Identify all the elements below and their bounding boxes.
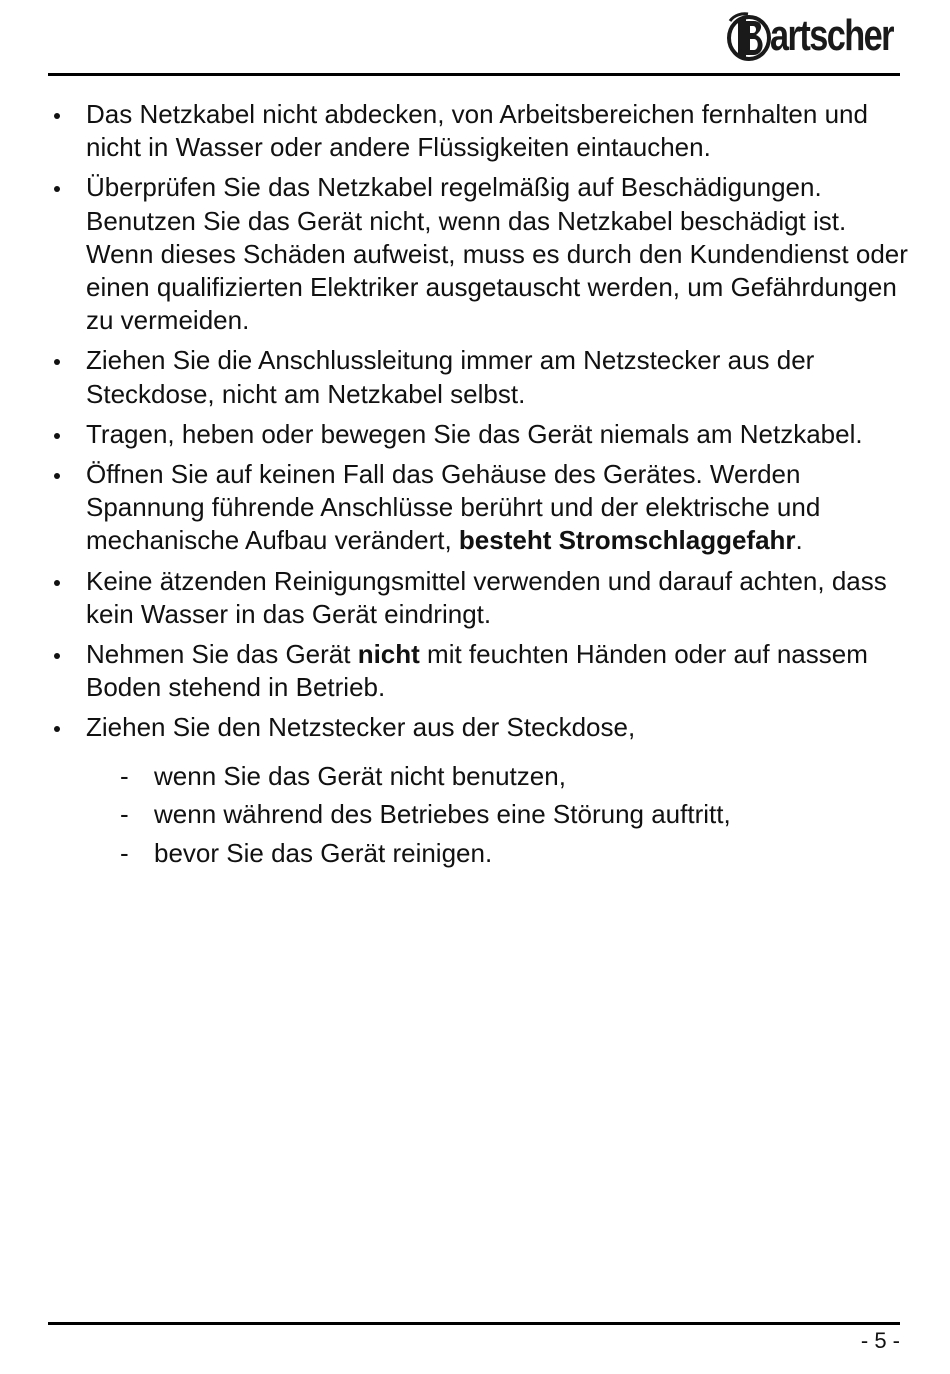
sub-list-item-text: wenn Sie das Gerät nicht benutzen, <box>154 760 566 791</box>
sub-list-item <box>48 834 908 873</box>
warning-emphasis: besteht Stromschlaggefahr <box>458 525 796 556</box>
bullet-icon <box>54 580 60 586</box>
sub-list-item <box>48 795 908 834</box>
list-item <box>48 98 908 164</box>
page-header <box>48 0 900 78</box>
list-item <box>48 638 908 704</box>
brand-logo <box>726 6 894 66</box>
list-item-text: Überprüfen Sie das Netzkabel regelmäßig auf Beschädigungen. Benutzen Sie das Gerät nicht, wenn das Netzkabel beschädigt ist. Wenn dieses Schäden aufweist, muss es durch den Kundendienst oder einen qualifizierten Elektriker ausgetauscht werden, um Gefährdungen zu vermeiden. <box>86 172 908 336</box>
bullet-icon <box>54 473 60 479</box>
list-item-text-end: . <box>795 525 803 556</box>
list-item <box>48 565 908 631</box>
list-item-text: Nehmen Sie das Gerät <box>86 639 358 670</box>
list-item-text: Ziehen Sie die Anschlussleitung immer am Netzstecker aus der Steckdose, nicht am Netzkabel selbst. <box>86 345 815 409</box>
sub-list-item-text: bevor Sie das Gerät reinigen. <box>154 837 493 868</box>
list-item-text: Ziehen Sie den Netzstecker aus der Steckdose, <box>86 712 636 743</box>
bullet-icon <box>54 433 60 439</box>
bullet-icon <box>54 653 60 659</box>
footer-rule <box>48 1322 900 1325</box>
unplug-conditions-list <box>48 757 908 873</box>
logo-wordmark: artscher <box>770 11 894 60</box>
bullet-icon <box>54 359 60 365</box>
list-item-text: Das Netzkabel nicht abdecken, von Arbeitsbereichen fernhalten und nicht in Wasser oder andere Flüssigkeiten eintauchen. <box>86 99 868 163</box>
sub-list-item-text: wenn während des Betriebes eine Störung auftritt, <box>154 799 731 830</box>
bullet-icon <box>54 113 60 119</box>
list-item-text-end: mit feuchten Händen oder auf nassem Boden stehend in Betrieb. <box>86 639 868 703</box>
dash-marker: - <box>120 799 129 830</box>
bullet-icon <box>54 186 60 192</box>
dash-marker: - <box>120 760 129 791</box>
safety-instructions-list <box>48 98 908 745</box>
list-item <box>48 344 908 410</box>
negation-emphasis: nicht <box>357 639 420 670</box>
page-number: - 5 - <box>860 1328 900 1353</box>
list-item <box>48 711 908 744</box>
list-item <box>48 458 908 558</box>
list-item <box>48 171 908 337</box>
list-item-text: Tragen, heben oder bewegen Sie das Gerät niemals am Netzkabel. <box>86 418 863 449</box>
main-content <box>48 98 908 872</box>
list-item-text: Öffnen Sie auf keinen Fall das Gehäuse des Gerätes. Werden Spannung führende Anschlüsse berührt und der elektrische und mechanische Aufbau verändert, <box>86 459 821 556</box>
header-rule <box>48 73 900 76</box>
sub-list-item <box>48 757 908 796</box>
dash-marker: - <box>120 837 129 868</box>
bullet-icon <box>54 726 60 732</box>
bartscher-logo-icon <box>726 11 772 61</box>
list-item <box>48 418 908 451</box>
list-item-text: Keine ätzenden Reinigungsmittel verwenden und darauf achten, dass kein Wasser in das Gerät eindringt. <box>86 565 887 629</box>
